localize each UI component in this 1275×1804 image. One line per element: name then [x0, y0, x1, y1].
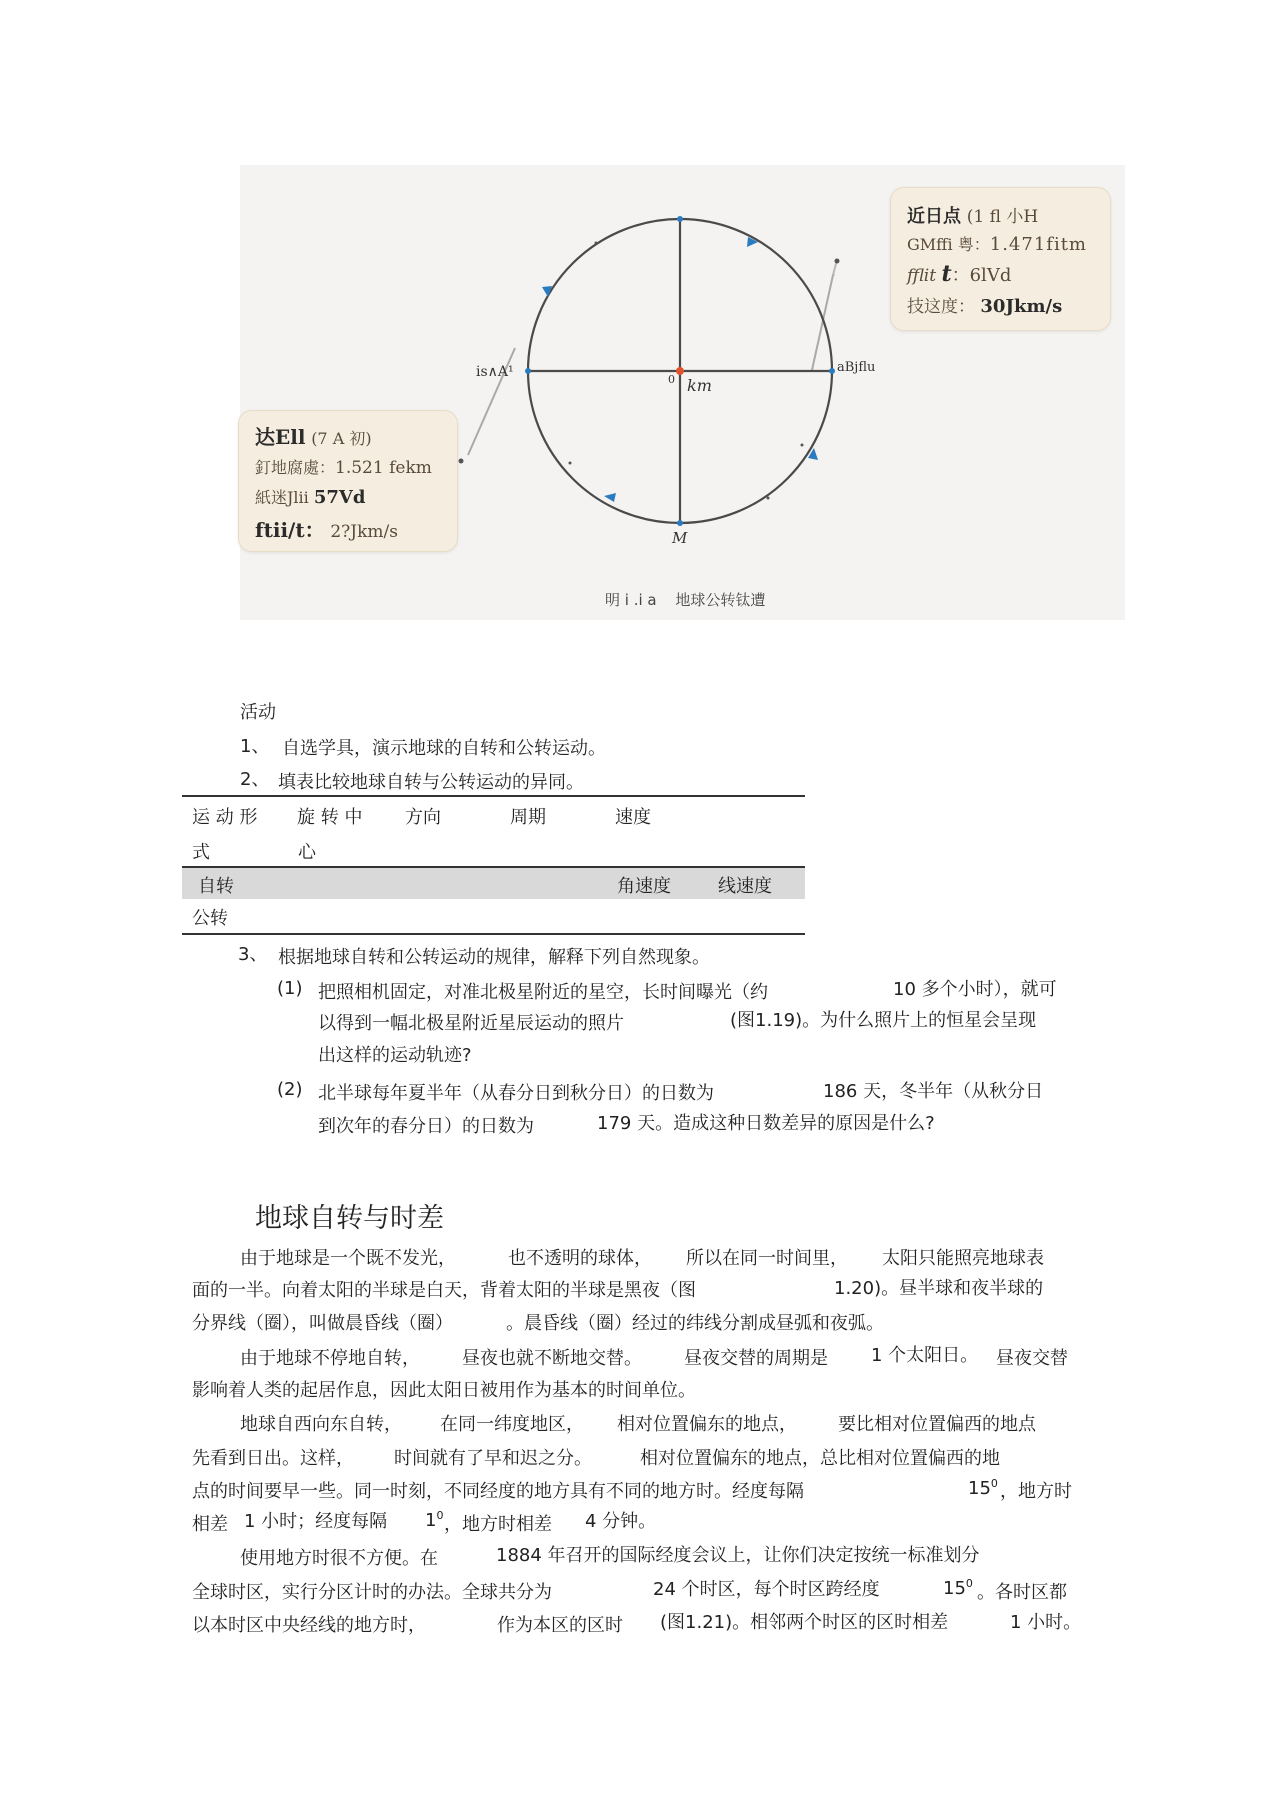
perihelion-angular-value: ：6lVd: [951, 265, 1012, 286]
p3-l4-seg4: ，地方时相差: [444, 1514, 552, 1535]
p4-l2-seg4: 。各时区都: [977, 1582, 1067, 1603]
table-top-rule: [182, 795, 805, 797]
table-header-period: 周期: [510, 807, 546, 828]
table-header-form-b: 式: [192, 842, 210, 863]
perihelion-callout: [890, 187, 1111, 331]
question1-line1b: 10 多个小时），就可: [893, 979, 1057, 1000]
question1-line1a: 把照相机固定，对准北极星附近的星空，长时间曝光（约: [318, 982, 768, 1003]
p3-l3-seg0: 点的时间要早一些。同一时刻，不同经度的地方具有不同的地方时。经度每隔: [192, 1481, 804, 1502]
figure-caption: [605, 589, 765, 610]
aphelion-speed-label: ftii/t：: [255, 518, 325, 542]
aphelion-distance-value: 1.521 fekm: [335, 458, 432, 478]
p3-l3-seg3: ，地方时: [1000, 1481, 1072, 1502]
activity-item2-text: 填表比较地球自转与公转运动的异同。: [278, 772, 584, 793]
label-left: is∧A¹: [476, 364, 514, 380]
p3-l1-seg0: 地球自西向东自转，: [240, 1414, 402, 1435]
p3-l1-seg3: 要比相对位置偏西的地点: [838, 1414, 1036, 1435]
p1-l2-seg0: 面的一半。向着太阳的半球是白天，背着太阳的半球是黑夜（图: [192, 1280, 696, 1301]
p3-l2-seg2: 相对位置偏东的地点，总比相对位置偏西的地: [640, 1448, 1000, 1469]
label-center-km: km: [687, 376, 712, 395]
p4-l1-seg0: 使用地方时很不方便。在: [240, 1548, 438, 1569]
aphelion-title: 达Ell: [255, 425, 306, 449]
question2-line2b: 179 天。造成这种日数差异的原因是什么?: [597, 1113, 935, 1134]
p1-l2-seg1: 1.20)。昼半球和夜半球的: [834, 1278, 1044, 1299]
p4-l2-deg: [943, 1578, 973, 1598]
p4-l3-seg0: 以本时区中央经线的地方时，: [192, 1615, 426, 1636]
question1-line2b: (图1.19)。为什么照片上的恒星会呈现: [730, 1010, 1037, 1031]
table-header-direction: 方向: [405, 807, 441, 828]
question2-num: (2): [277, 1079, 303, 1100]
p1-l3-seg0: 分界线（圈），叫做晨昏线（圈）: [192, 1313, 453, 1334]
label-bottom: M: [672, 529, 688, 547]
aphelion-angular-label: 紙迷Jlii: [255, 488, 309, 507]
table-bottom-rule: [182, 933, 805, 935]
p2-l1-seg0: 由于地球不停地自转，: [240, 1348, 420, 1369]
p4-l3-seg1: 作为本区的区时: [497, 1615, 623, 1636]
figure-caption-prefix: 明 i .i a: [605, 591, 657, 609]
p4-l2-seg1: 24 个时区，每个时区跨经度: [653, 1579, 880, 1600]
p3-l2-seg0: 先看到日出。这样，: [192, 1448, 354, 1469]
table-header-speed: 速度: [615, 807, 651, 828]
p3-l4-degree-value: 1: [425, 1510, 437, 1531]
activity-title: 活动: [240, 702, 276, 723]
question1-line3: 出这样的运动轨迹?: [318, 1045, 472, 1066]
p2-l1-seg1: 昼夜也就不断地交替。: [462, 1348, 642, 1369]
figure-caption-text: 地球公转钛遭: [675, 591, 766, 609]
p3-l1-seg1: 在同一纬度地区，: [440, 1414, 584, 1435]
aphelion-speed-value: 2?Jkm/s: [330, 522, 398, 542]
p3-l2-seg1: 时间就有了早和迟之分。: [394, 1448, 592, 1469]
perihelion-distance-value: 1.471fitm: [989, 234, 1088, 255]
p3-l4-degree-sup: 0: [436, 1509, 444, 1522]
p3-l4-seg1: 1 小时；经度每隔: [244, 1511, 388, 1532]
p3-l3-degree-value: 15: [968, 1478, 991, 1499]
table-header-center-b: 心: [298, 842, 316, 863]
perihelion-title-note: (1 fl 小H: [966, 207, 1039, 227]
p1-l1-seg2: 所以在同一时间里，: [686, 1248, 848, 1269]
activity-item1-num: 1、: [240, 736, 270, 757]
p4-l2-seg0: 全球时区，实行分区计时的办法。全球共分为: [192, 1582, 552, 1603]
p2-l2-seg0: 影响着人类的起居作息，因此太阳日被用作为基本的时间单位。: [192, 1380, 696, 1401]
label-right: aBjflu: [837, 360, 876, 375]
section-heading: 地球自转与时差: [255, 1203, 444, 1234]
perihelion-speed-label: 技这度：: [907, 297, 975, 317]
p3-l3-degree-sup: 0: [990, 1477, 998, 1490]
question1-num: (1): [277, 978, 303, 999]
perihelion-distance-label: GMffi 粤：: [907, 235, 990, 254]
p2-l1-seg3: 1 个太阳日。: [871, 1345, 979, 1366]
p4-l2-degree-sup: 0: [965, 1577, 973, 1590]
p3-l4-seg5: 4 分钟。: [585, 1511, 657, 1532]
activity-item3-text: 根据地球自转和公转运动的规律，解释下列自然现象。: [278, 947, 710, 968]
perihelion-angular-label: fflit: [907, 266, 937, 286]
activity-item3-num: 3、: [238, 944, 268, 965]
aphelion-distance-label: 釘地腐處：: [255, 458, 336, 477]
p4-l3-seg3: 1 小时。: [1010, 1612, 1082, 1633]
table-header-center-a: 旋 转 中: [297, 807, 363, 828]
question1-line2a: 以得到一幅北极星附近星辰运动的照片: [318, 1013, 624, 1034]
perihelion-speed-value: 30Jkm/s: [980, 296, 1063, 317]
p4-l2-degree-value: 15: [943, 1578, 966, 1599]
p2-l1-seg2: 昼夜交替的周期是: [684, 1348, 828, 1369]
table-header-form-a: 运 动 形: [192, 807, 258, 828]
p3-l3-deg: [968, 1478, 998, 1498]
p1-l1-seg1: 也不透明的球体，: [508, 1248, 652, 1269]
p3-l4-seg0: 相差: [192, 1514, 228, 1535]
aphelion-title-note: (7 A 初): [311, 429, 372, 448]
perihelion-pointer: [812, 275, 833, 370]
p1-l1-seg0: 由于地球是一个既不发光，: [240, 1248, 456, 1269]
p1-l3-seg1: 。晨昏线（圈）经过的纬线分割成昼弧和夜弧。: [506, 1313, 884, 1334]
table-row-rotation: 自转: [198, 876, 234, 897]
table-row-angular-speed: 角速度: [617, 876, 671, 897]
p4-l3-seg2: (图1.21)。相邻两个时区的区时相差: [660, 1612, 949, 1633]
p1-l1-seg3: 太阳只能照亮地球表: [882, 1248, 1044, 1269]
perihelion-angular-mark: t: [941, 261, 952, 287]
aphelion-angular-value: 57Vd: [313, 487, 366, 508]
question2-line1b: 186 天，冬半年（从秋分日: [823, 1081, 1044, 1102]
question2-line2a: 到次年的春分日）的日数为: [318, 1116, 534, 1137]
table-row-linear-speed: 线速度: [718, 876, 772, 897]
p3-l4-deg: [425, 1510, 443, 1530]
orbit-figure: [240, 165, 1125, 620]
sun-dot: [676, 367, 684, 375]
p3-l1-seg2: 相对位置偏东的地点，: [617, 1414, 797, 1435]
perihelion-title: 近日点: [907, 206, 961, 227]
table-row-shaded: [182, 868, 805, 899]
label-center-o: 0: [668, 373, 675, 386]
table-row-revolution: 公转: [192, 908, 228, 929]
activity-item2-num: 2、: [240, 769, 270, 790]
question2-line1a: 北半球每年夏半年（从春分日到秋分日）的日数为: [318, 1083, 714, 1104]
p2-l1-seg4: 昼夜交替: [996, 1348, 1068, 1369]
aphelion-callout: [238, 410, 458, 552]
activity-item1-text: 自选学具，演示地球的自转和公转运动。: [282, 738, 606, 759]
p4-l1-seg1: 1884 年召开的国际经度会议上，让你们决定按统一标准划分: [496, 1545, 980, 1566]
